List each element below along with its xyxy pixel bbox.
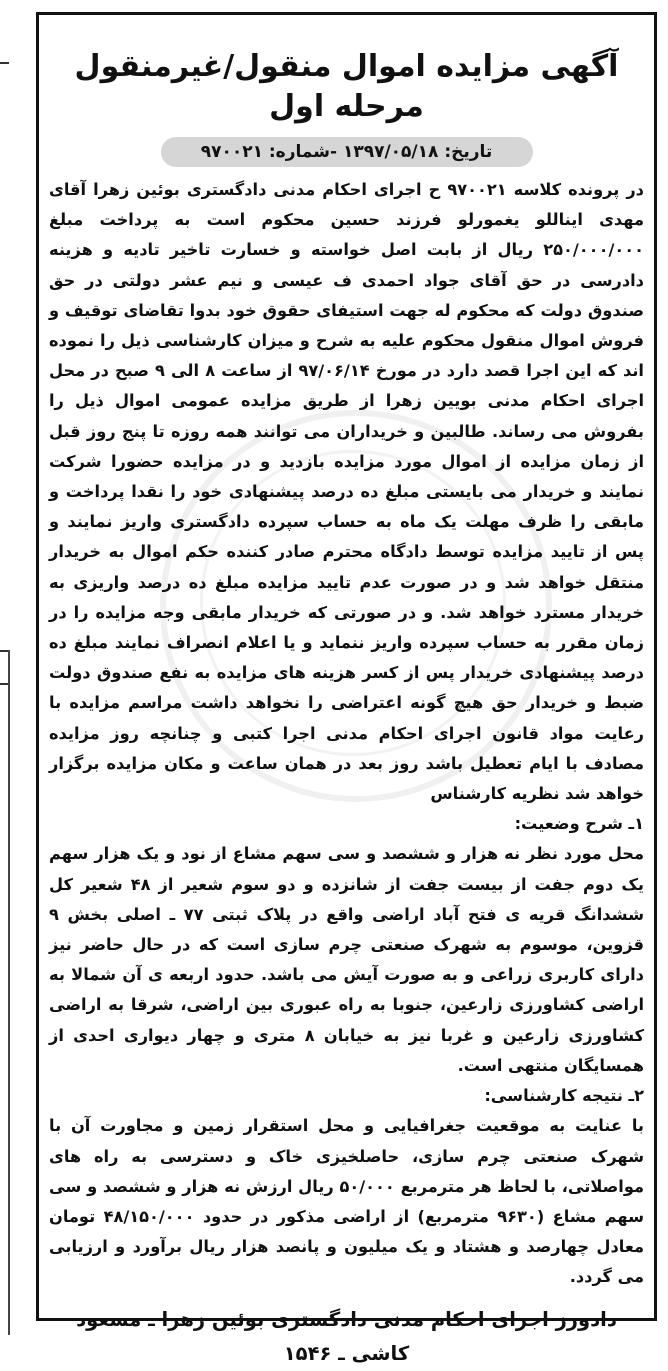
notice-title: آگهی مزایده اموال منقول/غیرمنقول مرحله اول: [74, 49, 619, 124]
section2-heading: ۲ـ نتیجه کارشناسی:: [484, 1086, 644, 1106]
footer-signature: دادورز اجرای احکام مدنی دادگستری بوئین زهرا ـ مسعود کاشی ـ ۱۵۴۶: [76, 1307, 617, 1365]
section1-heading: ۱ـ شرح وضعیت:: [514, 814, 644, 834]
edge-mark: [0, 62, 9, 64]
edge-rule: [8, 650, 10, 1335]
notice-frame: [36, 12, 657, 1365]
date-number-badge: تاریخ: ۱۳۹۷/۰۵/۱۸ -شماره: ۹۷۰۰۲۱: [161, 137, 533, 167]
main-paragraph: در پرونده کلاسه ۹۷۰۰۲۱ ح اجرای احکام مدنی دادگستری بوئین زهرا آقای مهدی ایناللو یغمورلو فرزند حسین محکوم است به پرداخت مبلغ ۲۵۰/۰۰۰/۰۰۰ ریال از بابت اصل خواسته و خسارت تاخیر تادیه و هزینه دادرسی در حق آقای جواد احمدی ف عیسی و نیم عشر دولتی در حق صندوق دولت که محکوم له جهت استیفای حقوق خود بدوا تقاضای توقیف و فروش اموال منقول محکوم علیه به شرح و میزان کارشناسی ذیل را نموده اند که این اجرا قصد دارد در مورخ ۹۷/۰۶/۱۴ از ساعت ۸ الی ۹ صبح در محل اجرای احکام مدنی بویین زهرا از طریق مزایده عمومی اموال ذیل را بفروش می رساند. طالبین و خریداران می توانند همه روزه تا پنج روز قبل از زمان مزایده از اموال مورد مزایده بازدید و در مزایده حضورا شرکت نمایند و خریدار می بایستی مبلغ ده درصد پیشنهادی خود را نقدا پرداخت و مابقی را ظرف مهلت یک ماه به حساب سپرده دادگستری واریز نمایند و پس از تایید مزایده توسط دادگاه محترم صادر کننده حکم اموال به خریدار منتقل خواهد شد و در صورت عدم تایید مزایده مبلغ ده درصد واریزی به خریدار مسترد خواهد شد. و در صورتی که خریدار مابقی وجه مزایده را در زمان مقرر به حساب سپرده واریز ننماید و یا اعلام انصراف نمایند مبلغ ده درصد پیشنهادی خریدار پس از کسر هزینه های مزایده به نفع صندوق دولت ضبط و خریدار حق هیچ گونه اعتراضی را نخواهد داشت مراسم مزایده با رعایت مواد قانون اجرای احکام مدنی اجرا کتبی و چنانچه روز مزایده مصادف با ایام تعطیل باشد روز بعد در همان ساعت و مکان مزایده برگزار خواهد شد نظریه کارشناس: [49, 180, 644, 804]
section1-text: محل مورد نظر نه هزار و ششصد و سی سهم مشاع از نود و یک هزار سهم یک دوم جفت از بیست جفت از شانزده و دو سوم شعیر از ۴۸ شعیر کل ششدانگ قریه ی فتح آباد اراضی واقع در پلاک ثبتی ۷۷ ـ اصلی بخش ۹ قزوین، موسوم به شهرک صنعتی چرم سازی است که در حال حاضر نیز دارای کاربری زراعی و به صورت آیش می باشد. حدود اربعه ی آن شمالا به اراضی کشاورزی زارعین، جنوبا به راه عبوری بین اراضی، شرقا به اراضی کشاورزی زارعین و غربا نیز به خیابان ۸ متری و چهار دیواری احدی از همسایگان منتهی است.: [49, 844, 644, 1075]
page-left-edge: [0, 0, 10, 1335]
section2-text: با عنایت به موقعیت جغرافیایی و محل استقرار زمین و مجاورت آن با شهرک صنعتی چرم سازی، حاصلخیزی خاک و دسترسی به راه های مواصلاتی، با لحاظ هر مترمربع ۵۰/۰۰۰ ریال ارزش نه هزار و ششصد و سی سهم مشاع (۹۶۳۰ مترمربع) از اراضی مذکور در حدود ۴۸/۱۵۰/۰۰۰ تومان معادل چهارصد و هشتاد و یک میلیون و پانصد هزار ریال برآورد و ارزیابی می گردد.: [49, 1116, 644, 1287]
notice-body: [49, 175, 644, 1293]
